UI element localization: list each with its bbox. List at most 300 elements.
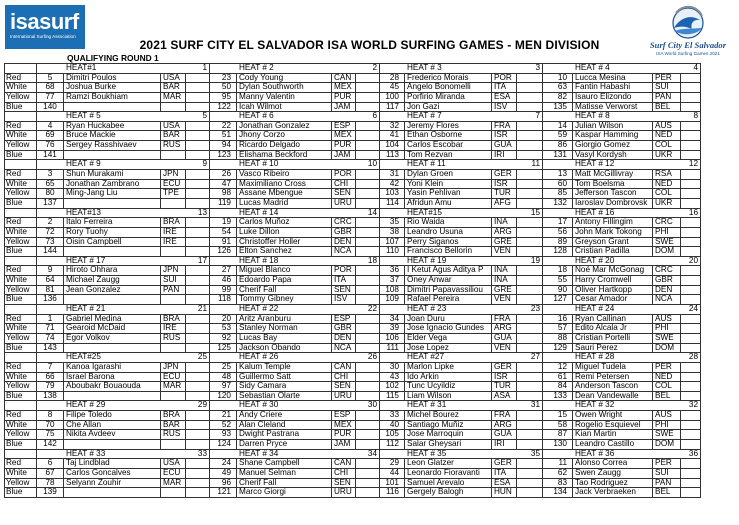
surfer-name: Icah Wilmot <box>237 103 332 113</box>
empty-cell <box>681 411 701 421</box>
empty-cell <box>681 266 701 276</box>
surfer-country: PHI <box>653 228 681 238</box>
surfer-name: Joan Duru <box>405 315 492 325</box>
surfer-name: Leandro Usuna <box>405 228 492 238</box>
surfer-country: ARG <box>492 228 517 238</box>
surfer-seed: 134 <box>543 488 573 498</box>
surfer-country: JAM <box>332 440 356 450</box>
surfer-name: Antony Fillingim <box>573 218 653 228</box>
empty-cell <box>356 170 380 180</box>
empty-cell <box>517 373 543 383</box>
surfer-country: BRA <box>161 315 186 325</box>
surfer-country: ISR <box>492 373 517 383</box>
empty-cell <box>681 479 701 489</box>
heat-number: 15 <box>530 208 540 217</box>
jersey-color-label: Blue <box>5 151 37 161</box>
surfer-name <box>64 392 161 402</box>
surfer-name: Ethan Osborne <box>405 131 492 141</box>
surfer-country: UKR <box>653 199 681 209</box>
surfer-name: Gergely Balogh <box>405 488 492 498</box>
empty-cell <box>517 324 543 334</box>
surfer-name: Sauri Perez <box>573 344 653 354</box>
heat-number: 3 <box>535 64 540 72</box>
surfer-name: Ido Arkin <box>405 373 492 383</box>
empty-cell <box>186 430 210 440</box>
empty-cell <box>210 160 237 170</box>
empty-cell <box>186 199 210 209</box>
empty-cell <box>356 151 380 161</box>
heat-header <box>573 112 701 122</box>
heat-number: 9 <box>202 160 207 169</box>
empty-cell <box>186 122 210 132</box>
surfer-country: COL <box>653 382 681 392</box>
surfer-name: Christoffer Holler <box>237 238 332 248</box>
jersey-color-label: Yellow <box>5 334 37 344</box>
heat-label: HEAT # 35 <box>407 449 447 458</box>
surfer-seed: 88 <box>543 334 573 344</box>
surfer-name <box>64 199 161 209</box>
surfer-country: SUI <box>161 276 186 286</box>
surfer-seed: 143 <box>37 344 64 354</box>
surfer-seed: 125 <box>210 344 237 354</box>
surfer-name: Maximiliano Cross <box>237 180 332 190</box>
surfer-name: Ryan Callinan <box>573 315 653 325</box>
heat-header <box>405 112 543 122</box>
empty-cell <box>186 286 210 296</box>
surfer-seed: 119 <box>210 199 237 209</box>
empty-cell <box>380 64 405 74</box>
heat-label: HEAT # 20 <box>575 256 615 265</box>
surfer-country: JAM <box>332 151 356 161</box>
empty-cell <box>5 450 37 460</box>
surfer-country: URU <box>332 199 356 209</box>
surfer-name: Sebastian Olarte <box>237 392 332 402</box>
surfer-name: Jose Lopez <box>405 344 492 354</box>
empty-cell <box>517 141 543 151</box>
empty-cell <box>186 344 210 354</box>
surfer-name: Italo Ferreira <box>64 218 161 228</box>
surfer-seed: 113 <box>380 151 405 161</box>
empty-cell <box>186 151 210 161</box>
empty-cell <box>356 131 380 141</box>
heat-label: HEAT # 22 <box>239 305 279 314</box>
surfer-seed: 74 <box>37 334 64 344</box>
surfer-name: Shane Campbell <box>237 459 332 469</box>
surfer-country: CAN <box>332 459 356 469</box>
surfer-country: PER <box>653 74 681 84</box>
heat-label: HEAT # 24 <box>575 305 615 314</box>
heat-header <box>573 353 701 363</box>
empty-cell <box>186 141 210 151</box>
empty-cell <box>681 459 701 469</box>
empty-cell <box>5 209 37 219</box>
empty-cell <box>186 459 210 469</box>
jersey-color-label: Yellow <box>5 238 37 248</box>
surfer-country: SEN <box>332 189 356 199</box>
surfer-seed: 61 <box>543 373 573 383</box>
empty-cell <box>356 276 380 286</box>
surfer-name: Dylan Southworth <box>237 83 332 93</box>
surfer-name: Ming-Jang Liu <box>64 189 161 199</box>
surfer-country: VEN <box>492 247 517 257</box>
jersey-color-label: Yellow <box>5 141 37 151</box>
empty-cell <box>517 479 543 489</box>
surfer-name: Tom Boelsma <box>573 180 653 190</box>
empty-cell <box>186 238 210 248</box>
empty-cell <box>681 228 701 238</box>
surfer-name: Oney Anwar <box>405 276 492 286</box>
surfer-country: SWE <box>653 334 681 344</box>
heat-header <box>405 257 543 267</box>
heat-number: 33 <box>197 449 207 458</box>
surfer-seed: 53 <box>210 324 237 334</box>
empty-cell <box>681 238 701 248</box>
surfer-country: CRC <box>653 266 681 276</box>
surfer-seed: 62 <box>543 469 573 479</box>
surfer-seed: 12 <box>543 363 573 373</box>
empty-cell <box>186 218 210 228</box>
surfer-name: Julian Wilson <box>573 122 653 132</box>
surfer-name: Cristian Padilla <box>573 247 653 257</box>
surfer-seed: 21 <box>210 411 237 421</box>
surfer-country: HUN <box>492 488 517 498</box>
surfer-country: CHI <box>332 373 356 383</box>
empty-cell <box>517 488 543 498</box>
heat-number: 21 <box>197 305 207 314</box>
surfer-seed: 93 <box>210 430 237 440</box>
surfer-name: Stanley Norman <box>237 324 332 334</box>
empty-cell <box>210 112 237 122</box>
surfer-name: Alan Cleland <box>237 421 332 431</box>
heat-header <box>573 305 701 315</box>
surfer-seed: 73 <box>37 238 64 248</box>
surfer-name: Sergey Rasshivaev <box>64 141 161 151</box>
surfer-seed: 60 <box>543 180 573 190</box>
surfer-seed: 116 <box>380 488 405 498</box>
surfer-name: Tao Rodriguez <box>573 479 653 489</box>
surfer-seed: 3 <box>37 170 64 180</box>
surfer-seed: 14 <box>543 122 573 132</box>
surfer-country: INA <box>492 218 517 228</box>
surfer-seed: 22 <box>210 122 237 132</box>
surfer-name: Dean Vandewalle <box>573 392 653 402</box>
surfer-name: Jackson Obando <box>237 344 332 354</box>
empty-cell <box>5 305 37 315</box>
surfer-country: DEN <box>332 238 356 248</box>
surfer-country: CRC <box>332 218 356 228</box>
empty-cell <box>186 421 210 431</box>
jersey-color-label: White <box>5 228 37 238</box>
surfer-name <box>64 247 161 257</box>
surfer-name: Owen Wright <box>573 411 653 421</box>
surfer-seed: 131 <box>543 151 573 161</box>
surfer-country: ASA <box>492 392 517 402</box>
empty-cell <box>681 324 701 334</box>
empty-cell <box>517 199 543 209</box>
empty-cell <box>517 469 543 479</box>
empty-cell <box>681 373 701 383</box>
heat-label: HEAT # 11 <box>407 160 446 169</box>
empty-cell <box>186 93 210 103</box>
surfer-seed: 78 <box>37 479 64 489</box>
surfer-country: IRE <box>161 324 186 334</box>
empty-cell <box>517 286 543 296</box>
surfer-seed: 140 <box>37 103 64 113</box>
heat-header <box>405 353 543 363</box>
surfer-name <box>64 295 161 305</box>
surfer-country: ARG <box>492 421 517 431</box>
surfer-name: Gabriel Medina <box>64 315 161 325</box>
jersey-color-label: Yellow <box>5 189 37 199</box>
empty-cell <box>517 238 543 248</box>
surfer-seed: 144 <box>37 247 64 257</box>
event-logo-subtitle: ISA World Surfing Games 2021 <box>656 51 720 56</box>
surfer-country: PHI <box>653 324 681 334</box>
empty-cell <box>681 199 701 209</box>
surfer-seed: 35 <box>380 218 405 228</box>
jersey-color-label: White <box>5 421 37 431</box>
empty-cell <box>356 392 380 402</box>
surfer-name: Noé Mar McGonag <box>573 266 653 276</box>
empty-cell <box>37 160 64 170</box>
page-title: 2021 SURF CITY EL SALVADOR ISA WORLD SURFING GAMES - MEN DIVISION <box>139 38 600 52</box>
surfer-seed: 96 <box>210 479 237 489</box>
surfer-country: COL <box>653 189 681 199</box>
heat-label: HEAT # 23 <box>407 305 447 314</box>
surfer-country: RSA <box>653 170 681 180</box>
surfer-seed: 106 <box>380 334 405 344</box>
heat-header <box>237 401 380 411</box>
surfer-seed: 67 <box>37 469 64 479</box>
jersey-color-label: Yellow <box>5 382 37 392</box>
surfer-country: PHI <box>653 421 681 431</box>
empty-cell <box>380 112 405 122</box>
heat-label: HEAT # 32 <box>575 401 615 410</box>
surfer-name: Jefferson Tascon <box>573 189 653 199</box>
jersey-color-label: Blue <box>5 488 37 498</box>
surfer-name: Ricardo Delgado <box>237 141 332 151</box>
empty-cell <box>186 266 210 276</box>
surfer-name: Aboubakr Bouaouda <box>64 382 161 392</box>
surfer-seed: 123 <box>210 151 237 161</box>
heat-number: 13 <box>197 208 207 217</box>
surfer-country: TPE <box>161 189 186 199</box>
surfer-seed: 105 <box>380 430 405 440</box>
surfer-seed: 23 <box>210 74 237 84</box>
heat-number: 4 <box>693 64 698 72</box>
heat-label: HEAT # 2 <box>239 64 274 72</box>
jersey-color-label: Yellow <box>5 93 37 103</box>
surfer-seed: 120 <box>210 392 237 402</box>
surfer-country: POR <box>492 74 517 84</box>
surfer-name: Jonathan Zambrano <box>64 180 161 190</box>
empty-cell <box>356 382 380 392</box>
surfer-country: ARG <box>492 324 517 334</box>
surfer-country: CRC <box>653 218 681 228</box>
surfer-country: IRE <box>161 228 186 238</box>
heat-header <box>64 353 210 363</box>
empty-cell <box>517 382 543 392</box>
surfer-name: Rory Tuohy <box>64 228 161 238</box>
surfer-name: Tom Rezvan <box>405 151 492 161</box>
empty-cell <box>356 228 380 238</box>
empty-cell <box>543 160 573 170</box>
empty-cell <box>210 353 237 363</box>
empty-cell <box>517 440 543 450</box>
heat-label: HEAT #27 <box>407 353 445 362</box>
empty-cell <box>681 151 701 161</box>
surfer-name: Cesar Amador <box>573 295 653 305</box>
heat-header <box>573 160 701 170</box>
empty-cell <box>186 315 210 325</box>
empty-cell <box>356 266 380 276</box>
surfer-name: Aritz Aranburu <box>237 315 332 325</box>
empty-cell <box>37 64 64 74</box>
surfer-seed: 122 <box>210 103 237 113</box>
surfer-seed: 51 <box>210 131 237 141</box>
surfer-seed: 102 <box>380 382 405 392</box>
surfer-country: SWE <box>653 238 681 248</box>
heat-label: HEAT # 10 <box>239 160 279 169</box>
surfer-name: Cherif Fall <box>237 286 332 296</box>
surfer-country: USA <box>161 74 186 84</box>
surfer-name: Harry Cromwell <box>573 276 653 286</box>
empty-cell <box>517 103 543 113</box>
jersey-color-label: Red <box>5 363 37 373</box>
heat-label: HEAT # 21 <box>66 305 106 314</box>
surfer-name: Alonso Correa <box>573 459 653 469</box>
heat-label: HEAT # 31 <box>407 401 447 410</box>
surfer-name: Carlos Goncalves <box>64 469 161 479</box>
heat-label: HEAT # 16 <box>575 208 615 217</box>
surfer-name: Bruce Mackie <box>64 131 161 141</box>
surfer-country: GUA <box>492 430 517 440</box>
isa-logo-tagline: International Surfing Association <box>10 34 76 39</box>
surfer-country: FRA <box>492 315 517 325</box>
empty-cell <box>5 401 37 411</box>
heat-number: 11 <box>531 160 540 169</box>
surfer-seed: 40 <box>380 421 405 431</box>
empty-cell <box>517 83 543 93</box>
jersey-color-label: Blue <box>5 295 37 305</box>
surfer-country: MAR <box>161 479 186 489</box>
surfer-country: PER <box>653 459 681 469</box>
surfer-name: Matt McGillivray <box>573 170 653 180</box>
empty-cell <box>186 228 210 238</box>
heat-number: 17 <box>197 256 207 265</box>
surfer-seed: 48 <box>210 373 237 383</box>
empty-cell <box>517 276 543 286</box>
heat-label: HEAT # 9 <box>66 160 101 169</box>
surfer-name: Perry Siganos <box>405 238 492 248</box>
surfer-country: SUI <box>653 83 681 93</box>
jersey-color-label: Red <box>5 459 37 469</box>
empty-cell <box>380 305 405 315</box>
empty-cell <box>681 131 701 141</box>
jersey-color-label: White <box>5 373 37 383</box>
surfer-country: GUA <box>492 141 517 151</box>
empty-cell <box>37 112 64 122</box>
surfer-country: IRE <box>161 238 186 248</box>
empty-cell <box>210 450 237 460</box>
surfer-seed: 70 <box>37 421 64 431</box>
surfer-name: Miguel Tudela <box>573 363 653 373</box>
empty-cell <box>543 450 573 460</box>
empty-cell <box>517 189 543 199</box>
surfer-name: Frederico Morais <box>405 74 492 84</box>
empty-cell <box>356 238 380 248</box>
heat-label: HEAT # 14 <box>239 208 279 217</box>
surfer-country: INA <box>492 276 517 286</box>
jersey-color-label: White <box>5 131 37 141</box>
surfer-seed: 118 <box>210 295 237 305</box>
heat-header <box>64 112 210 122</box>
surfer-country: AUS <box>653 122 681 132</box>
empty-cell <box>681 334 701 344</box>
heat-label: HEAT # 19 <box>407 256 447 265</box>
surfer-seed: 114 <box>380 199 405 209</box>
empty-cell <box>356 141 380 151</box>
empty-cell <box>356 430 380 440</box>
empty-cell <box>681 430 701 440</box>
surfer-name: Swen Zaugg <box>573 469 653 479</box>
surfer-country: VEN <box>492 344 517 354</box>
surfer-seed: 7 <box>37 363 64 373</box>
surfer-seed: 24 <box>210 459 237 469</box>
empty-cell <box>681 344 701 354</box>
surfer-name: Samuel Arevalo <box>405 479 492 489</box>
heat-label: HEAT # 34 <box>239 449 279 458</box>
empty-cell <box>681 440 701 450</box>
surfer-name: Jose Marroquin <box>405 430 492 440</box>
surfer-country: RUS <box>161 141 186 151</box>
surfer-name: Selyann Zouhir <box>64 479 161 489</box>
empty-cell <box>543 209 573 219</box>
heat-header <box>64 160 210 170</box>
surfer-country <box>161 199 186 209</box>
surfer-country: ESA <box>492 479 517 489</box>
surfer-name <box>64 488 161 498</box>
surfer-name: Leon Glatzer <box>405 459 492 469</box>
surfer-seed: 87 <box>543 430 573 440</box>
empty-cell <box>517 247 543 257</box>
surfer-seed: 99 <box>210 286 237 296</box>
surfer-name: Elton Sanchez <box>237 247 332 257</box>
surfer-name: Darren Pryce <box>237 440 332 450</box>
heat-header <box>237 112 380 122</box>
surfer-country: JPN <box>161 363 186 373</box>
empty-cell <box>356 411 380 421</box>
surfer-seed: 91 <box>210 238 237 248</box>
surfer-country: TUR <box>492 189 517 199</box>
heat-header <box>405 401 543 411</box>
surfer-name: Shun Murakami <box>64 170 161 180</box>
event-logo-name: Surf City El Salvador <box>649 40 727 50</box>
surfer-country: PUR <box>332 93 356 103</box>
jersey-color-label: White <box>5 324 37 334</box>
surfer-seed: 20 <box>210 315 237 325</box>
surfer-country: ESP <box>332 411 356 421</box>
surfer-country: ITA <box>492 469 517 479</box>
empty-cell <box>543 257 573 267</box>
surfer-seed: 142 <box>37 440 64 450</box>
surfer-country: UKR <box>653 151 681 161</box>
surfer-seed: 81 <box>37 286 64 296</box>
surfer-name <box>64 151 161 161</box>
surfer-country: CAN <box>332 363 356 373</box>
surfer-name: Salar Gheysari <box>405 440 492 450</box>
surfer-country: PUR <box>332 430 356 440</box>
